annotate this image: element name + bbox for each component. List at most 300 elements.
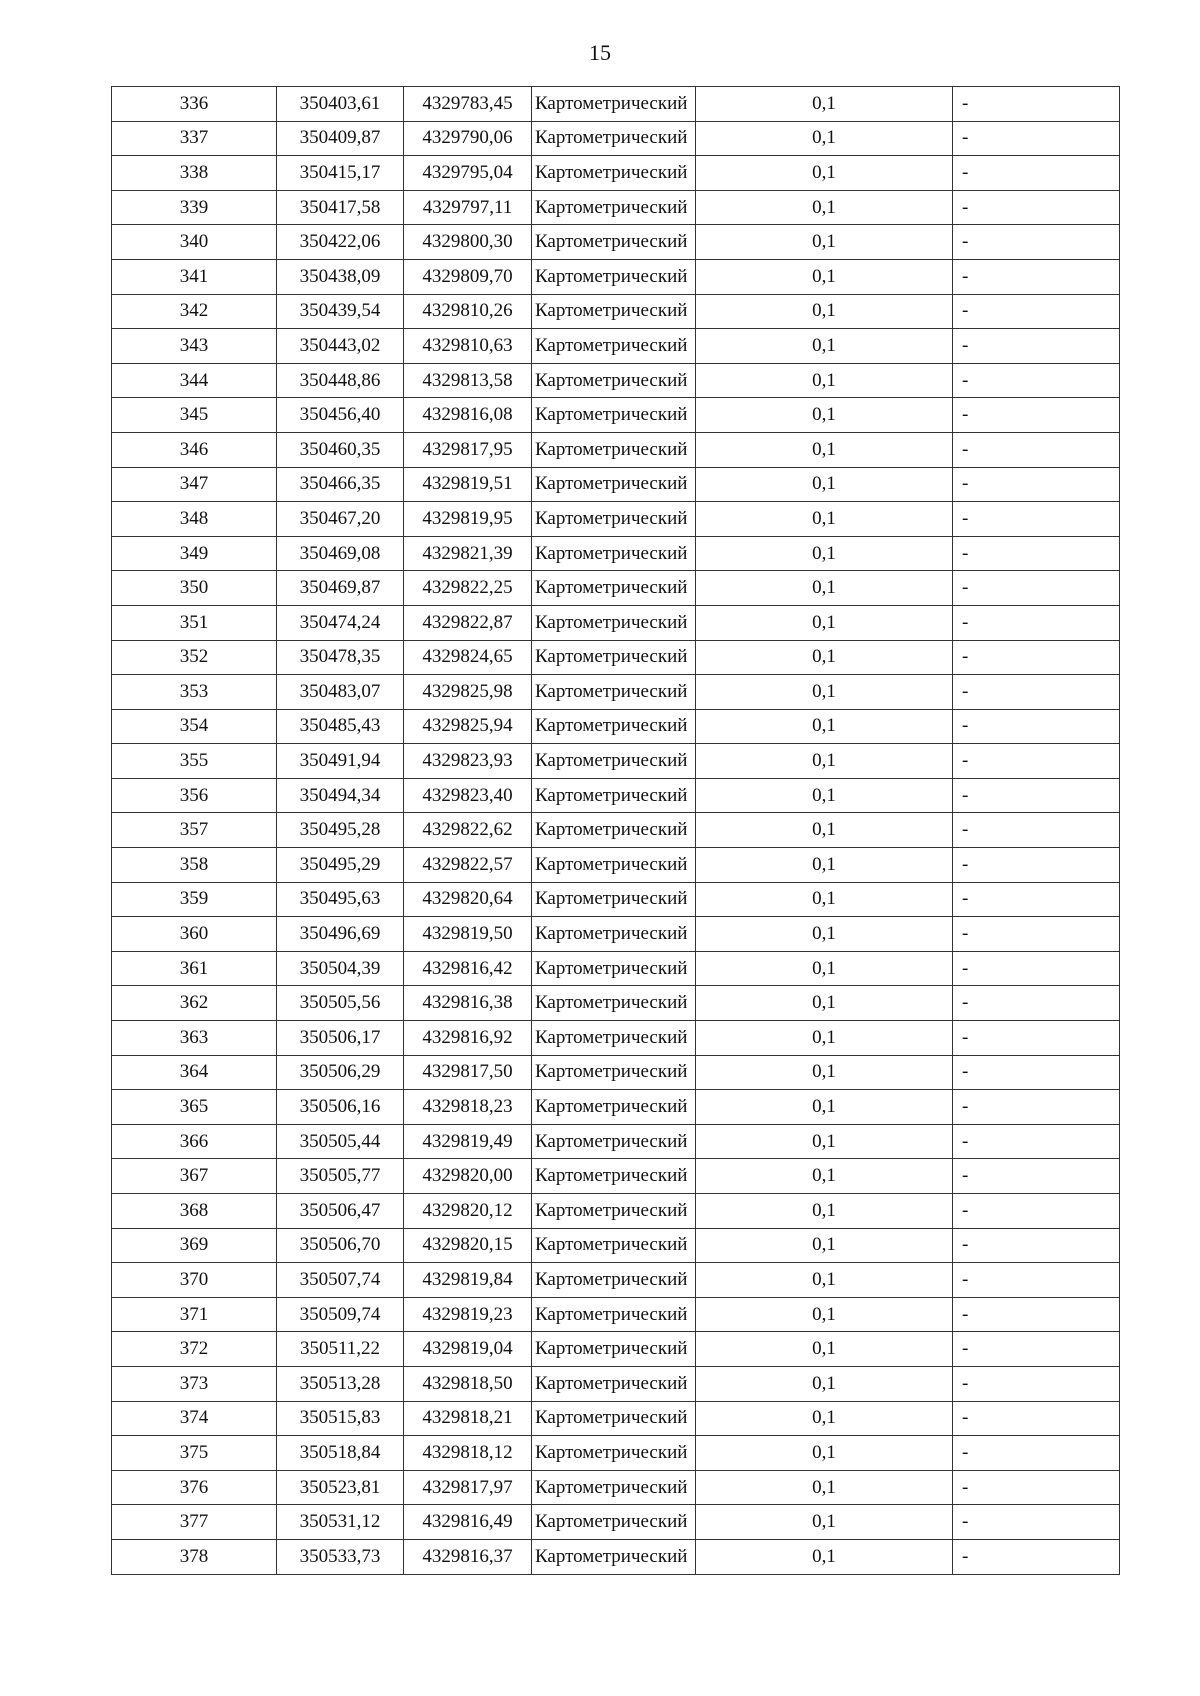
x-coordinate-cell: 350439,54 [277,294,404,329]
y-coordinate-cell: 4329825,94 [404,709,532,744]
description-cell: - [953,467,1120,502]
x-coordinate-cell: 350507,74 [277,1263,404,1298]
point-number-cell: 352 [112,640,277,675]
description-cell: - [953,917,1120,952]
point-number-cell: 357 [112,813,277,848]
precision-cell: 0,1 [696,1539,953,1574]
precision-cell: 0,1 [696,1436,953,1471]
table-row [112,1159,1120,1194]
description-cell: - [953,259,1120,294]
table-row [112,778,1120,813]
point-number-cell: 347 [112,467,277,502]
point-number-cell: 353 [112,675,277,710]
method-cell: Картометрический [532,1090,696,1125]
description-cell: - [953,709,1120,744]
x-coordinate-cell: 350515,83 [277,1401,404,1436]
table-row [112,467,1120,502]
precision-cell: 0,1 [696,363,953,398]
y-coordinate-cell: 4329816,08 [404,398,532,433]
precision-cell: 0,1 [696,432,953,467]
y-coordinate-cell: 4329820,00 [404,1159,532,1194]
table-row [112,882,1120,917]
x-coordinate-cell: 350403,61 [277,87,404,122]
precision-cell: 0,1 [696,1228,953,1263]
method-cell: Картометрический [532,502,696,537]
table-row [112,1539,1120,1574]
method-cell: Картометрический [532,294,696,329]
table-row [112,986,1120,1021]
x-coordinate-cell: 350495,63 [277,882,404,917]
x-coordinate-cell: 350448,86 [277,363,404,398]
y-coordinate-cell: 4329819,23 [404,1297,532,1332]
method-cell: Картометрический [532,329,696,364]
x-coordinate-cell: 350494,34 [277,778,404,813]
table-row [112,363,1120,398]
description-cell: - [953,1159,1120,1194]
point-number-cell: 374 [112,1401,277,1436]
point-number-cell: 336 [112,87,277,122]
point-number-cell: 345 [112,398,277,433]
table-row [112,1436,1120,1471]
y-coordinate-cell: 4329800,30 [404,225,532,260]
x-coordinate-cell: 350460,35 [277,432,404,467]
x-coordinate-cell: 350417,58 [277,190,404,225]
table-row [112,1021,1120,1056]
point-number-cell: 377 [112,1505,277,1540]
y-coordinate-cell: 4329809,70 [404,259,532,294]
precision-cell: 0,1 [696,1021,953,1056]
precision-cell: 0,1 [696,1470,953,1505]
table-row [112,398,1120,433]
table-row [112,121,1120,156]
y-coordinate-cell: 4329816,92 [404,1021,532,1056]
description-cell: - [953,571,1120,606]
point-number-cell: 366 [112,1124,277,1159]
precision-cell: 0,1 [696,1263,953,1298]
method-cell: Картометрический [532,1263,696,1298]
method-cell: Картометрический [532,1194,696,1229]
y-coordinate-cell: 4329820,12 [404,1194,532,1229]
y-coordinate-cell: 4329813,58 [404,363,532,398]
method-cell: Картометрический [532,778,696,813]
table-row [112,502,1120,537]
method-cell: Картометрический [532,1021,696,1056]
point-number-cell: 350 [112,571,277,606]
precision-cell: 0,1 [696,156,953,191]
table-row [112,848,1120,883]
description-cell: - [953,536,1120,571]
page-number: 15 [589,40,611,65]
y-coordinate-cell: 4329819,49 [404,1124,532,1159]
point-number-cell: 354 [112,709,277,744]
precision-cell: 0,1 [696,190,953,225]
point-number-cell: 348 [112,502,277,537]
table-row [112,1470,1120,1505]
description-cell: - [953,190,1120,225]
y-coordinate-cell: 4329790,06 [404,121,532,156]
precision-cell: 0,1 [696,1505,953,1540]
point-number-cell: 378 [112,1539,277,1574]
point-number-cell: 365 [112,1090,277,1125]
method-cell: Картометрический [532,640,696,675]
table-row [112,1505,1120,1540]
x-coordinate-cell: 350485,43 [277,709,404,744]
point-number-cell: 358 [112,848,277,883]
description-cell: - [953,1505,1120,1540]
method-cell: Картометрический [532,1539,696,1574]
y-coordinate-cell: 4329819,04 [404,1332,532,1367]
precision-cell: 0,1 [696,1366,953,1401]
precision-cell: 0,1 [696,87,953,122]
y-coordinate-cell: 4329818,21 [404,1401,532,1436]
x-coordinate-cell: 350505,56 [277,986,404,1021]
description-cell: - [953,225,1120,260]
table-row [112,709,1120,744]
y-coordinate-cell: 4329823,40 [404,778,532,813]
table-row [112,571,1120,606]
point-number-cell: 361 [112,951,277,986]
method-cell: Картометрический [532,1124,696,1159]
point-number-cell: 355 [112,744,277,779]
description-cell: - [953,121,1120,156]
precision-cell: 0,1 [696,121,953,156]
description-cell: - [953,398,1120,433]
y-coordinate-cell: 4329816,37 [404,1539,532,1574]
description-cell: - [953,1228,1120,1263]
y-coordinate-cell: 4329823,93 [404,744,532,779]
description-cell: - [953,1297,1120,1332]
y-coordinate-cell: 4329817,50 [404,1055,532,1090]
description-cell: - [953,1332,1120,1367]
description-cell: - [953,502,1120,537]
precision-cell: 0,1 [696,398,953,433]
x-coordinate-cell: 350415,17 [277,156,404,191]
y-coordinate-cell: 4329820,64 [404,882,532,917]
point-number-cell: 344 [112,363,277,398]
y-coordinate-cell: 4329816,49 [404,1505,532,1540]
precision-cell: 0,1 [696,294,953,329]
method-cell: Картометрический [532,1332,696,1367]
point-number-cell: 337 [112,121,277,156]
method-cell: Картометрический [532,848,696,883]
x-coordinate-cell: 350511,22 [277,1332,404,1367]
table-row [112,951,1120,986]
description-cell: - [953,1539,1120,1574]
table-row [112,432,1120,467]
point-number-cell: 375 [112,1436,277,1471]
y-coordinate-cell: 4329821,39 [404,536,532,571]
y-coordinate-cell: 4329816,42 [404,951,532,986]
y-coordinate-cell: 4329819,95 [404,502,532,537]
point-number-cell: 346 [112,432,277,467]
y-coordinate-cell: 4329824,65 [404,640,532,675]
x-coordinate-cell: 350483,07 [277,675,404,710]
point-number-cell: 339 [112,190,277,225]
description-cell: - [953,156,1120,191]
description-cell: - [953,1401,1120,1436]
method-cell: Картометрический [532,605,696,640]
table-row [112,813,1120,848]
point-number-cell: 367 [112,1159,277,1194]
y-coordinate-cell: 4329817,97 [404,1470,532,1505]
x-coordinate-cell: 350513,28 [277,1366,404,1401]
x-coordinate-cell: 350456,40 [277,398,404,433]
point-number-cell: 343 [112,329,277,364]
x-coordinate-cell: 350478,35 [277,640,404,675]
y-coordinate-cell: 4329818,23 [404,1090,532,1125]
x-coordinate-cell: 350438,09 [277,259,404,294]
description-cell: - [953,294,1120,329]
precision-cell: 0,1 [696,1401,953,1436]
description-cell: - [953,675,1120,710]
point-number-cell: 362 [112,986,277,1021]
method-cell: Картометрический [532,882,696,917]
table-row [112,1332,1120,1367]
precision-cell: 0,1 [696,1159,953,1194]
precision-cell: 0,1 [696,1124,953,1159]
x-coordinate-cell: 350523,81 [277,1470,404,1505]
table-row [112,259,1120,294]
table-row [112,1228,1120,1263]
method-cell: Картометрический [532,951,696,986]
description-cell: - [953,882,1120,917]
table-row [112,294,1120,329]
method-cell: Картометрический [532,917,696,952]
description-cell: - [953,744,1120,779]
y-coordinate-cell: 4329819,51 [404,467,532,502]
x-coordinate-cell: 350531,12 [277,1505,404,1540]
table-row [112,1055,1120,1090]
method-cell: Картометрический [532,259,696,294]
point-number-cell: 369 [112,1228,277,1263]
point-number-cell: 368 [112,1194,277,1229]
x-coordinate-cell: 350506,47 [277,1194,404,1229]
method-cell: Картометрический [532,1297,696,1332]
precision-cell: 0,1 [696,986,953,1021]
table-row [112,190,1120,225]
table-row [112,1124,1120,1159]
point-number-cell: 360 [112,917,277,952]
table-row [112,1090,1120,1125]
table-row [112,1263,1120,1298]
point-number-cell: 342 [112,294,277,329]
method-cell: Картометрический [532,1366,696,1401]
y-coordinate-cell: 4329797,11 [404,190,532,225]
method-cell: Картометрический [532,363,696,398]
description-cell: - [953,951,1120,986]
description-cell: - [953,1090,1120,1125]
description-cell: - [953,640,1120,675]
method-cell: Картометрический [532,986,696,1021]
point-number-cell: 376 [112,1470,277,1505]
method-cell: Картометрический [532,225,696,260]
method-cell: Картометрический [532,536,696,571]
precision-cell: 0,1 [696,605,953,640]
y-coordinate-cell: 4329820,15 [404,1228,532,1263]
method-cell: Картометрический [532,571,696,606]
x-coordinate-cell: 350504,39 [277,951,404,986]
description-cell: - [953,1263,1120,1298]
y-coordinate-cell: 4329816,38 [404,986,532,1021]
method-cell: Картометрический [532,1436,696,1471]
point-number-cell: 356 [112,778,277,813]
method-cell: Картометрический [532,1159,696,1194]
x-coordinate-cell: 350422,06 [277,225,404,260]
y-coordinate-cell: 4329810,26 [404,294,532,329]
description-cell: - [953,363,1120,398]
method-cell: Картометрический [532,190,696,225]
table-row [112,917,1120,952]
x-coordinate-cell: 350496,69 [277,917,404,952]
x-coordinate-cell: 350506,16 [277,1090,404,1125]
description-cell: - [953,1366,1120,1401]
description-cell: - [953,87,1120,122]
description-cell: - [953,813,1120,848]
precision-cell: 0,1 [696,744,953,779]
method-cell: Картометрический [532,744,696,779]
point-number-cell: 349 [112,536,277,571]
description-cell: - [953,1021,1120,1056]
table-row [112,1297,1120,1332]
x-coordinate-cell: 350409,87 [277,121,404,156]
table-row [112,225,1120,260]
precision-cell: 0,1 [696,951,953,986]
method-cell: Картометрический [532,813,696,848]
y-coordinate-cell: 4329822,62 [404,813,532,848]
method-cell: Картометрический [532,1470,696,1505]
description-cell: - [953,848,1120,883]
precision-cell: 0,1 [696,536,953,571]
precision-cell: 0,1 [696,917,953,952]
precision-cell: 0,1 [696,502,953,537]
description-cell: - [953,1470,1120,1505]
precision-cell: 0,1 [696,1332,953,1367]
description-cell: - [953,1194,1120,1229]
x-coordinate-cell: 350469,87 [277,571,404,606]
description-cell: - [953,605,1120,640]
x-coordinate-cell: 350474,24 [277,605,404,640]
y-coordinate-cell: 4329822,87 [404,605,532,640]
y-coordinate-cell: 4329819,84 [404,1263,532,1298]
x-coordinate-cell: 350495,28 [277,813,404,848]
point-number-cell: 370 [112,1263,277,1298]
description-cell: - [953,1124,1120,1159]
y-coordinate-cell: 4329795,04 [404,156,532,191]
y-coordinate-cell: 4329822,57 [404,848,532,883]
table-row [112,1366,1120,1401]
description-cell: - [953,778,1120,813]
x-coordinate-cell: 350505,77 [277,1159,404,1194]
y-coordinate-cell: 4329783,45 [404,87,532,122]
precision-cell: 0,1 [696,571,953,606]
precision-cell: 0,1 [696,1297,953,1332]
method-cell: Картометрический [532,1055,696,1090]
precision-cell: 0,1 [696,848,953,883]
x-coordinate-cell: 350443,02 [277,329,404,364]
precision-cell: 0,1 [696,329,953,364]
table-row [112,156,1120,191]
x-coordinate-cell: 350491,94 [277,744,404,779]
point-number-cell: 359 [112,882,277,917]
table-row [112,329,1120,364]
coordinates-table-body [112,87,1120,1575]
precision-cell: 0,1 [696,1090,953,1125]
description-cell: - [953,329,1120,364]
y-coordinate-cell: 4329818,12 [404,1436,532,1471]
x-coordinate-cell: 350469,08 [277,536,404,571]
method-cell: Картометрический [532,1505,696,1540]
point-number-cell: 340 [112,225,277,260]
precision-cell: 0,1 [696,882,953,917]
x-coordinate-cell: 350466,35 [277,467,404,502]
precision-cell: 0,1 [696,813,953,848]
point-number-cell: 373 [112,1366,277,1401]
method-cell: Картометрический [532,121,696,156]
table-row [112,1194,1120,1229]
point-number-cell: 351 [112,605,277,640]
x-coordinate-cell: 350495,29 [277,848,404,883]
x-coordinate-cell: 350506,70 [277,1228,404,1263]
coordinates-table [111,86,1120,1575]
method-cell: Картометрический [532,1228,696,1263]
x-coordinate-cell: 350505,44 [277,1124,404,1159]
precision-cell: 0,1 [696,709,953,744]
method-cell: Картометрический [532,709,696,744]
y-coordinate-cell: 4329818,50 [404,1366,532,1401]
table-row [112,1401,1120,1436]
method-cell: Картометрический [532,398,696,433]
method-cell: Картометрический [532,156,696,191]
table-row [112,640,1120,675]
x-coordinate-cell: 350506,29 [277,1055,404,1090]
point-number-cell: 363 [112,1021,277,1056]
table-row [112,675,1120,710]
x-coordinate-cell: 350467,20 [277,502,404,537]
method-cell: Картометрический [532,467,696,502]
method-cell: Картометрический [532,432,696,467]
description-cell: - [953,986,1120,1021]
precision-cell: 0,1 [696,675,953,710]
precision-cell: 0,1 [696,467,953,502]
precision-cell: 0,1 [696,1194,953,1229]
method-cell: Картометрический [532,87,696,122]
point-number-cell: 338 [112,156,277,191]
point-number-cell: 371 [112,1297,277,1332]
description-cell: - [953,432,1120,467]
table-row [112,605,1120,640]
table-row [112,87,1120,122]
table-row [112,744,1120,779]
precision-cell: 0,1 [696,259,953,294]
y-coordinate-cell: 4329822,25 [404,571,532,606]
point-number-cell: 341 [112,259,277,294]
y-coordinate-cell: 4329825,98 [404,675,532,710]
x-coordinate-cell: 350506,17 [277,1021,404,1056]
table-row [112,536,1120,571]
precision-cell: 0,1 [696,225,953,260]
y-coordinate-cell: 4329817,95 [404,432,532,467]
description-cell: - [953,1055,1120,1090]
point-number-cell: 364 [112,1055,277,1090]
x-coordinate-cell: 350518,84 [277,1436,404,1471]
x-coordinate-cell: 350509,74 [277,1297,404,1332]
point-number-cell: 372 [112,1332,277,1367]
method-cell: Картометрический [532,1401,696,1436]
method-cell: Картометрический [532,675,696,710]
precision-cell: 0,1 [696,1055,953,1090]
y-coordinate-cell: 4329819,50 [404,917,532,952]
y-coordinate-cell: 4329810,63 [404,329,532,364]
